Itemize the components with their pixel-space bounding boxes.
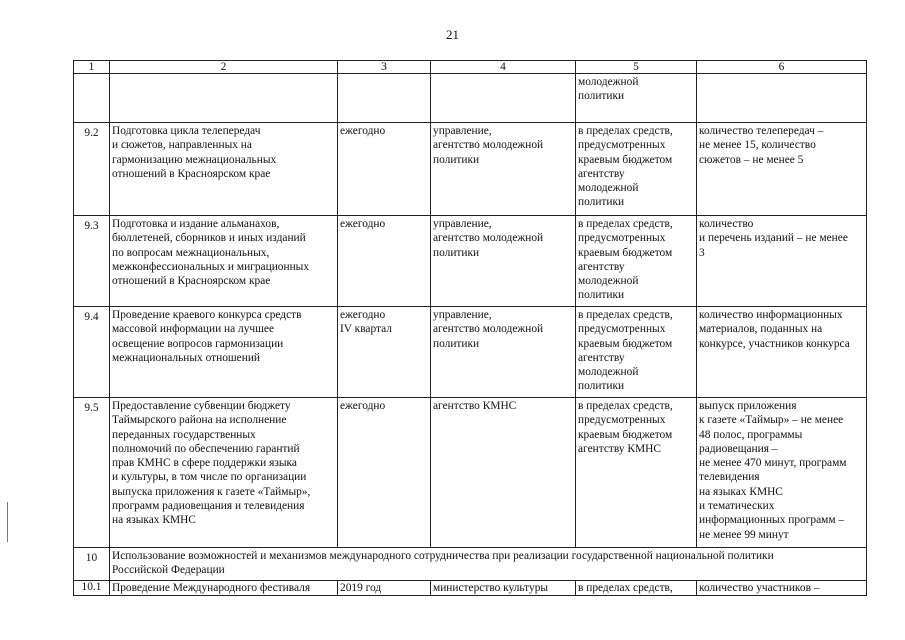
responsible-cell: агентство КМНС xyxy=(431,398,576,548)
deadline-cell: ежегодно xyxy=(338,398,431,548)
table-row xyxy=(74,307,867,398)
page-number: 21 xyxy=(446,27,459,42)
deadline-cell: ежегодно xyxy=(338,216,431,307)
header-cell: 5 xyxy=(576,61,697,74)
table-row xyxy=(74,398,867,548)
measure-cell: Проведение краевого конкурса средств массовой информации на лучшее освещение вопросов гармонизации межнациональных отношений xyxy=(110,307,338,398)
table-header-row xyxy=(74,61,867,74)
row-number-cell: 9.4 xyxy=(74,307,110,398)
funding-cell: в пределах средств, предусмотренных краевым бюджетом агентству молодежной политики xyxy=(576,307,697,398)
header-cell: 6 xyxy=(697,61,867,74)
funding-cell: в пределах средств, предусмотренных краевым бюджетом агентству КМНС xyxy=(576,398,697,548)
header-cell: 3 xyxy=(338,61,431,74)
funding-cell: в пределах средств, предусмотренных краевым бюджетом агентству молодежной политики xyxy=(576,216,697,307)
responsible-cell: министерство культуры xyxy=(431,581,576,596)
section-number-cell: 10 xyxy=(74,548,110,581)
indicator-cell: количество участников – xyxy=(697,581,867,596)
table-row xyxy=(74,74,867,123)
indicator-cell: количество и перечень изданий – не менее 3 xyxy=(697,216,867,307)
measure-cell: Подготовка и издание альманахов, бюллетеней, сборников и иных изданий по вопросам межнациональных, межконфессиональных и миграционных отношений в Красноярском крае xyxy=(110,216,338,307)
deadline-cell: ежегодно xyxy=(338,123,431,216)
responsible-cell xyxy=(431,74,576,123)
table-row xyxy=(74,216,867,307)
funding-cell: в пределах средств, xyxy=(576,581,697,596)
measure-cell: Подготовка цикла телепередач и сюжетов, направленных на гармонизацию межнациональных отношений в Красноярском крае xyxy=(110,123,338,216)
row-number-cell xyxy=(74,74,110,123)
deadline-cell: 2019 год xyxy=(338,581,431,596)
measure-cell xyxy=(110,74,338,123)
table-row xyxy=(74,123,867,216)
measure-cell: Предоставление субвенции бюджету Таймырского района на исполнение переданных государственных полномочий по обеспечению гарантий прав КМНС в сфере поддержки языка и культуры, в том числе по организации выпуска приложения к газете «Таймыр», программ радиовещания и телевидения на языках КМНС xyxy=(110,398,338,548)
scan-margin-mark xyxy=(7,502,8,542)
funding-cell: в пределах средств, предусмотренных краевым бюджетом агентству молодежной политики xyxy=(576,123,697,216)
header-cell: 4 xyxy=(431,61,576,74)
indicator-cell: количество информационных материалов, поданных на конкурсе, участников конкурса xyxy=(697,307,867,398)
section-row xyxy=(74,548,867,581)
row-number-cell: 9.3 xyxy=(74,216,110,307)
row-number-cell: 9.5 xyxy=(74,398,110,548)
header-cell: 1 xyxy=(74,61,110,74)
header-cell: 2 xyxy=(110,61,338,74)
responsible-cell: управление, агентство молодежной политики xyxy=(431,307,576,398)
funding-cell: молодежной политики xyxy=(576,74,697,123)
table-row xyxy=(74,581,867,596)
indicator-cell: выпуск приложения к газете «Таймыр» – не менее 48 полос, программы радиовещания – не менее 470 минут, программ телевидения на языках КМНС и тематических информационных программ – не менее 99 минут xyxy=(697,398,867,548)
section-title-cell: Использование возможностей и механизмов международного сотрудничества при реализации государственной национальной политики Российской Федерации xyxy=(110,548,867,581)
measures-table xyxy=(73,60,867,596)
row-number-cell: 9.2 xyxy=(74,123,110,216)
responsible-cell: управление, агентство молодежной политики xyxy=(431,123,576,216)
row-number-cell: 10.1 xyxy=(74,581,110,596)
responsible-cell: управление, агентство молодежной политики xyxy=(431,216,576,307)
indicator-cell xyxy=(697,74,867,123)
deadline-cell: ежегодно IV квартал xyxy=(338,307,431,398)
indicator-cell: количество телепередач – не менее 15, количество сюжетов – не менее 5 xyxy=(697,123,867,216)
deadline-cell xyxy=(338,74,431,123)
measure-cell: Проведение Международного фестиваля xyxy=(110,581,338,596)
